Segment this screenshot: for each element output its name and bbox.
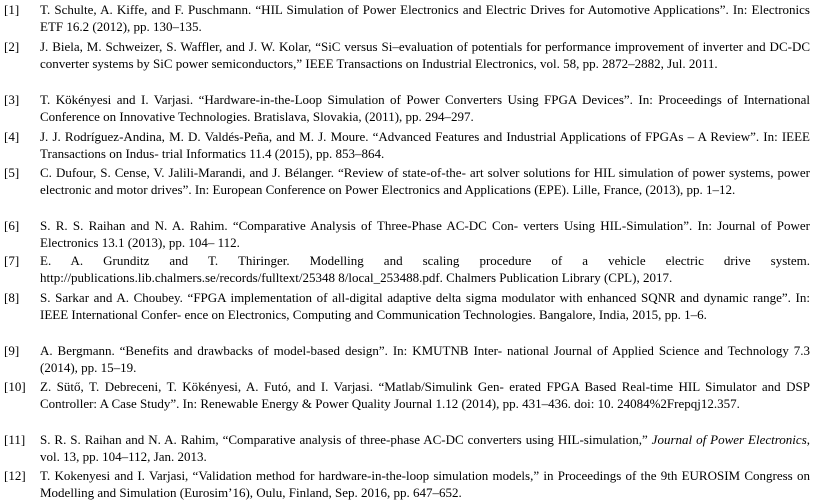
reference-number: [10]: [4, 379, 26, 394]
reference-text: [40, 431, 810, 465]
reference-number: [1]: [4, 2, 20, 17]
reference-text: C. Dufour, S. Cense, V. Jalili-Marandi, and J. Bélanger. “Review of state-of-the- art solver solutions for HIL simulation of power systems, power electronic and motor drives”. In: European Conference on Power Electronics and Applications (EPE). Lille, France, (2013), pp. 1–12.: [40, 165, 810, 197]
reference-number: [3]: [4, 92, 20, 107]
reference-number: [4]: [4, 129, 20, 144]
journal-title: Journal of Power Electronics: [651, 432, 807, 447]
reference-number: [11]: [4, 432, 26, 447]
reference-number: [7]: [4, 253, 20, 268]
reference-text-part: , vol. 13, pp. 104–112, Jan. 2013.: [40, 432, 810, 464]
reference-number: [5]: [4, 165, 20, 180]
reference-text: J. Biela, M. Schweizer, S. Waffler, and J. W. Kolar, “SiC versus Si–evaluation of potentials for performance improvement of inverter and DC-DC converter systems by SiC power semiconductors,” IEEE Transactions on Industrial Electronics, vol. 58, pp. 2872–2882, Jul. 2011.: [40, 39, 810, 71]
reference-text: T. Kokenyesi and I. Varjasi, “Validation method for hardware-in-the-loop simulation models,” in Proceedings of the 9th EUROSIM Congress on Modelling and Simulation (Eurosim’16), Oulu, Finland, Sep. 2016, pp. 647–652.: [40, 468, 810, 500]
reference-text: Z. Sütő, T. Debreceni, T. Kökényesi, A. Futó, and I. Varjasi. “Matlab/Simulink Gen- erated FPGA Based Real-time HIL Simulator and DSP Controller: A Case Study”. In: Renewable Energy & Power Quality Journal 1.12 (2014), pp. 431–436. doi: 10. 24084%2Frepqj12.357.: [40, 379, 810, 411]
reference-text: E. A. Grunditz and T. Thiringer. Modelling and scaling procedure of a vehicle electric drive system. http://publications.lib.chalmers.se/records/fulltext/25348 8/local_253488.pdf. Chalmers Publication Library (CPL), 2017.: [40, 253, 810, 285]
reference-number: [6]: [4, 218, 20, 233]
reference-number: [2]: [4, 39, 20, 54]
reference-text: A. Bergmann. “Benefits and drawbacks of model-based design”. In: KMUTNB Inter- national Journal of Applied Science and Technology 7.3 (2014), pp. 15–19.: [40, 343, 810, 375]
reference-text: J. J. Rodríguez-Andina, M. D. Valdés-Peña, and M. J. Moure. “Advanced Features and Industrial Applications of FPGAs – A Review”. In: IEEE Transactions on Indus- trial Informatics 11.4 (2015), pp. 853–864.: [40, 129, 810, 161]
reference-text: S. R. S. Raihan and N. A. Rahim. “Comparative Analysis of Three-Phase AC-DC Con- verters Using HIL-Simulation”. In: Journal of Power Electronics 13.1 (2013), pp. 104– 112.: [40, 218, 810, 250]
reference-number: [8]: [4, 290, 20, 305]
reference-number: [12]: [4, 468, 26, 483]
reference-text: T. Schulte, A. Kiffe, and F. Puschmann. “HIL Simulation of Power Electronics and Electric Drives for Automotive Applications”. In: Electronics ETF 16.2 (2012), pp. 130–135.: [40, 2, 810, 34]
reference-text: S. Sarkar and A. Choubey. “FPGA implementation of all-digital adaptive delta sigma modulator with enhanced SQNR and dynamic range”. In: IEEE International Confer- ence on Electronics, Computing and Communication Technologies. Bangalore, India, 2015, pp. 1–6.: [40, 290, 810, 322]
reference-text-part: S. R. S. Raihan and N. A. Rahim, “Comparative analysis of three-phase AC-DC converters using HIL-simulation,”: [40, 432, 652, 447]
reference-text: T. Kökényesi and I. Varjasi. “Hardware-in-the-Loop Simulation of Power Converters Using FPGA Devices”. In: Proceedings of International Conference on Innovative Technologies. Bratislava, Slovakia, (2011), pp. 294–297.: [40, 92, 810, 124]
reference-number: [9]: [4, 343, 20, 358]
